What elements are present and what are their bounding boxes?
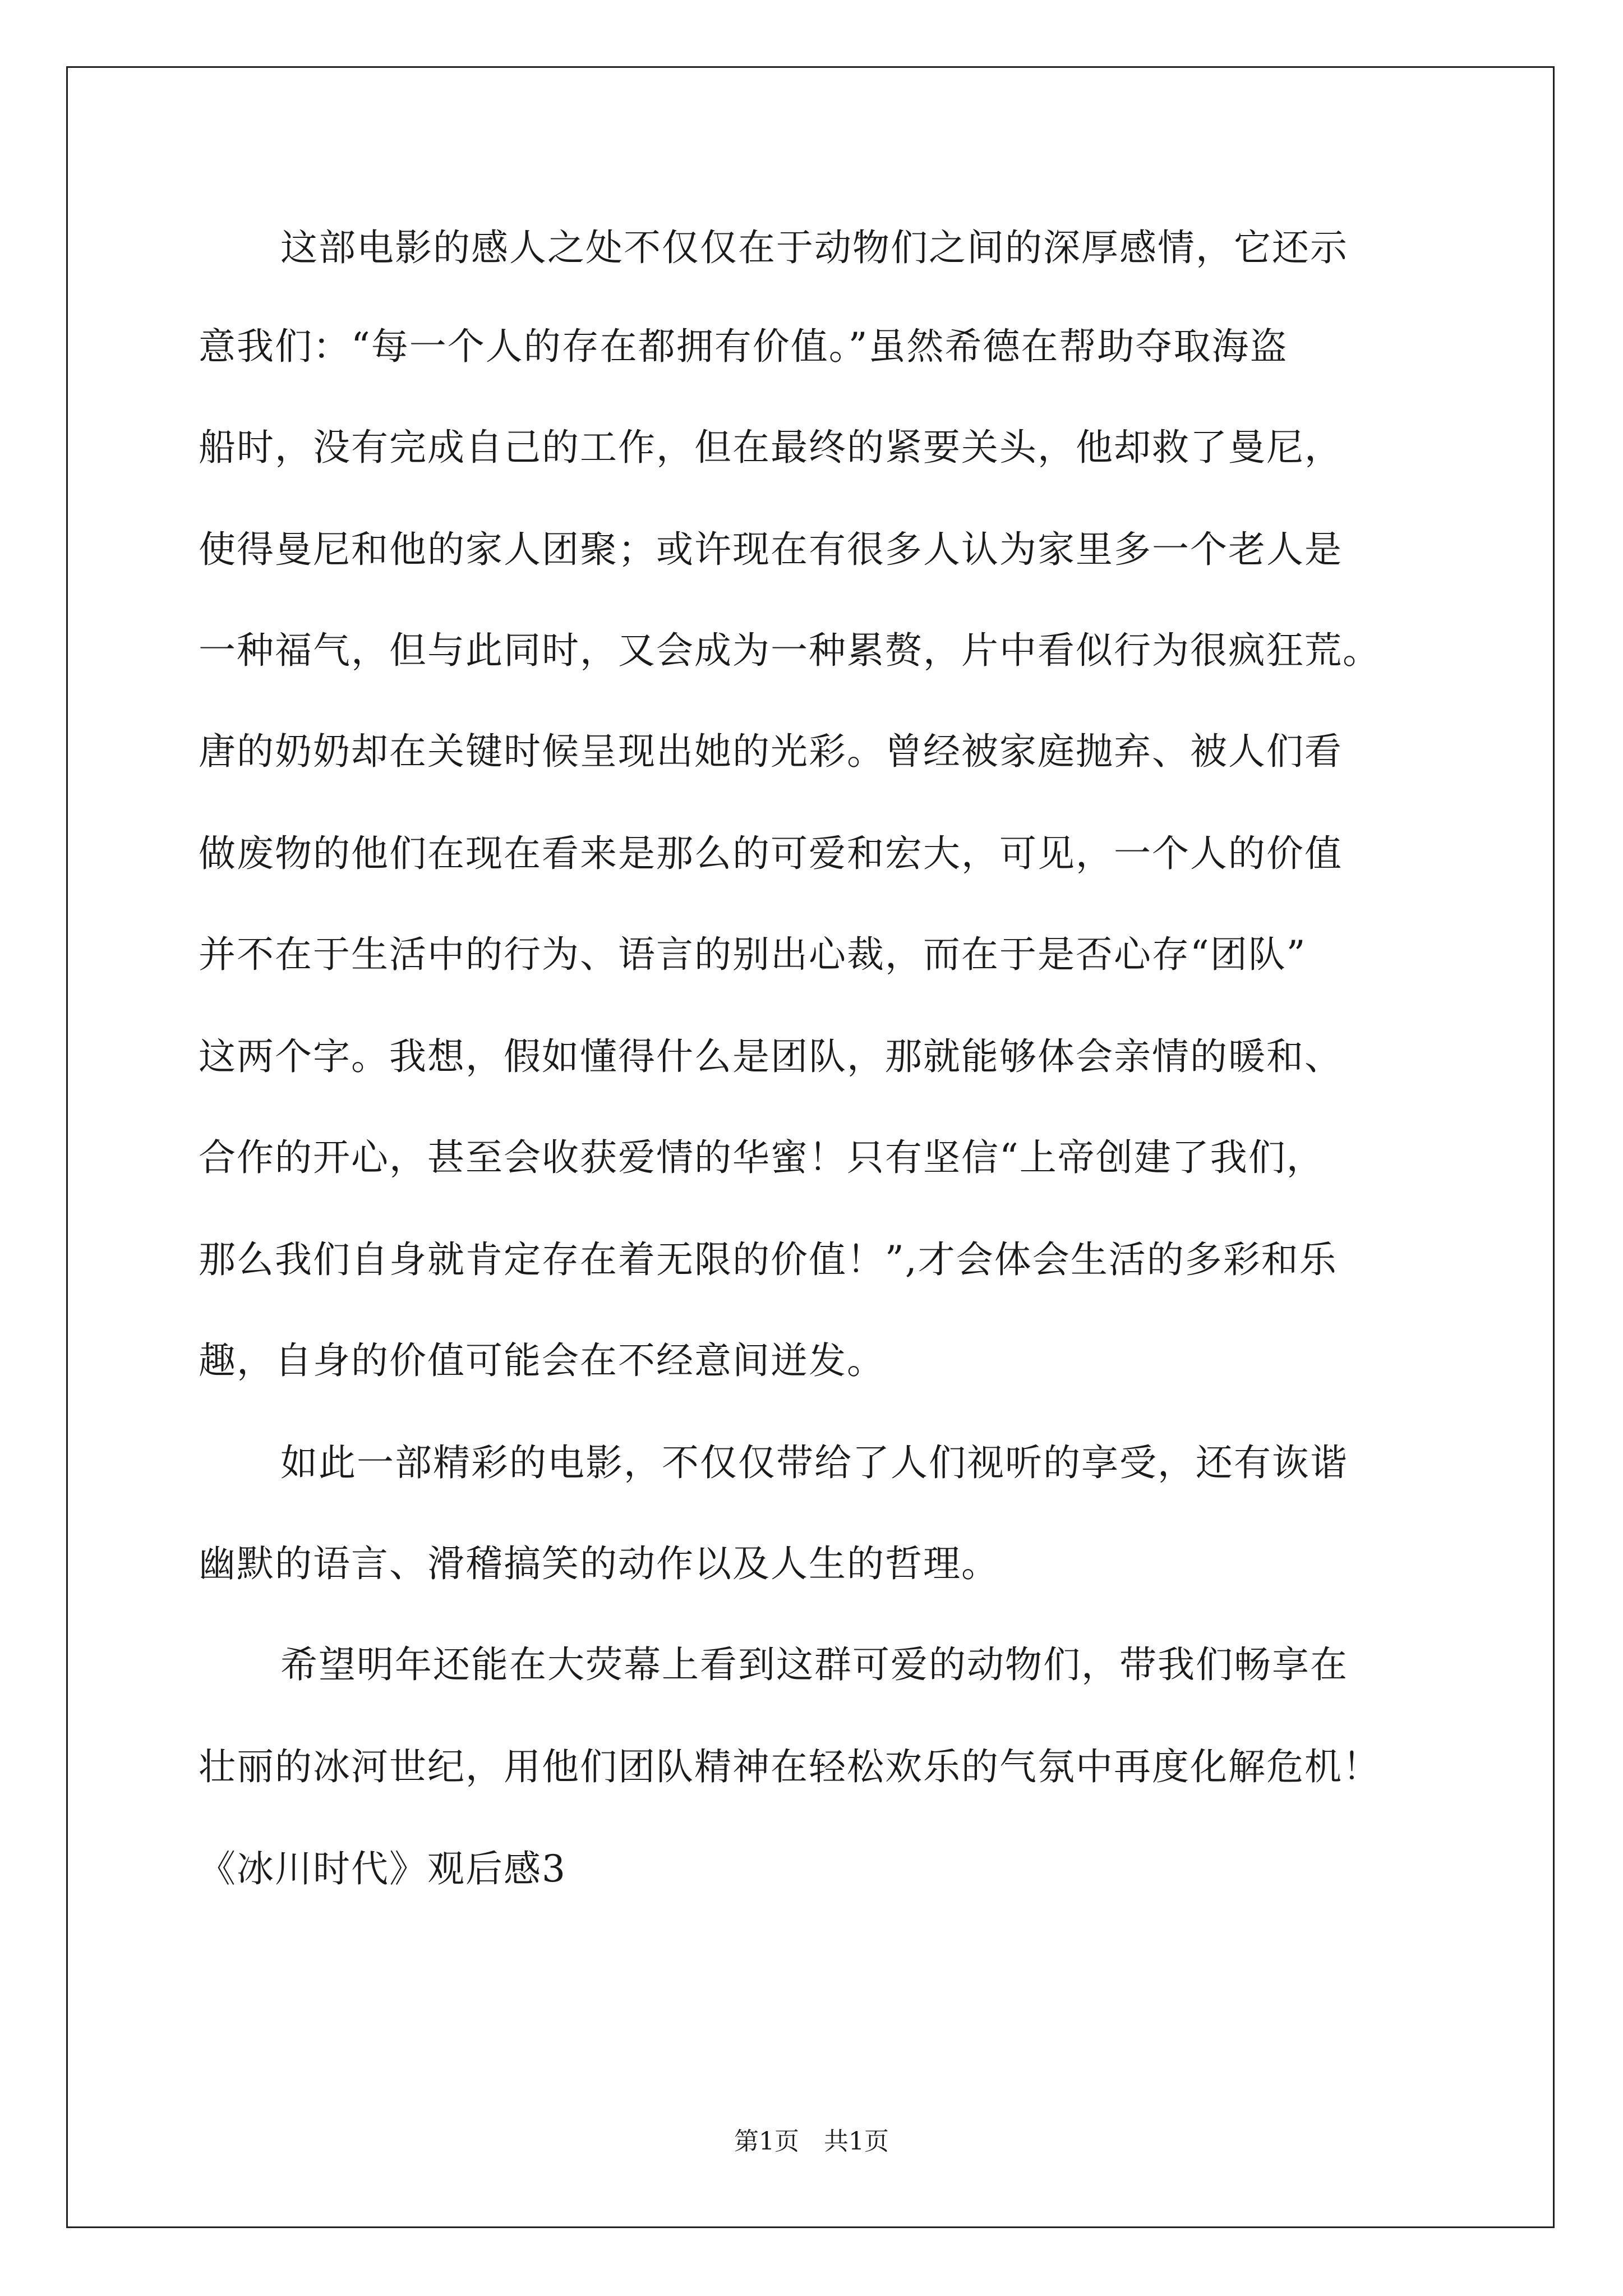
paragraph-1-line-11: 那么我们自身就肯定存在着无限的价值！”,才会体会生活的多彩和乐 xyxy=(199,1238,1338,1281)
paragraph-3-line-2: 壮丽的冰河世纪，用他们团队精神在轻松欢乐的气氛中再度化解危机！ xyxy=(199,1745,1381,1788)
paragraph-1-line-7: 做废物的他们在现在看来是那么的可爱和宏大，可见，一个人的价值 xyxy=(199,832,1343,875)
paragraph-1-line-3: 船时，没有完成自己的工作，但在最终的紧要关头，他却救了曼尼， xyxy=(199,426,1343,469)
paragraph-1-line-9: 这两个字。我想，假如懂得什么是团队，那就能够体会亲情的暖和、 xyxy=(199,1035,1343,1078)
paragraph-2-line-1: 如此一部精彩的电影，不仅仅带给了人们视听的享受，还有诙谐 xyxy=(280,1441,1348,1484)
paragraph-2-line-2: 幽默的语言、滑稽搞笑的动作以及人生的哲理。 xyxy=(199,1542,999,1585)
paragraph-1-line-10: 合作的开心，甚至会收获爱情的华蜜！只有坚信“上帝创建了我们， xyxy=(199,1136,1325,1179)
paragraph-1-line-12: 趣，自身的价值可能会在不经意间迸发。 xyxy=(199,1339,885,1382)
paragraph-1-line-2: 意我们：“每一个人的存在都拥有价值。”虽然希德在帮助夺取海盗 xyxy=(199,325,1288,368)
paragraph-1-line-8: 并不在于生活中的行为、语言的别出心裁，而在于是否心存“团队” xyxy=(199,933,1307,976)
paragraph-1-line-5: 一种福气，但与此同时，又会成为一种累赘，片中看似行为很疯狂荒。 xyxy=(199,629,1381,672)
paragraph-1-line-1: 这部电影的感人之处不仅仅在于动物们之间的深厚感情，它还示 xyxy=(280,226,1348,269)
paragraph-1-line-4: 使得曼尼和他的家人团聚；或许现在有很多人认为家里多一个老人是 xyxy=(199,528,1343,571)
page-number: 第1页 共1页 xyxy=(734,2127,889,2156)
paragraph-1-line-6: 唐的奶奶却在关键时候呈现出她的光彩。曾经被家庭抛弃、被人们看 xyxy=(199,730,1343,773)
paragraph-3-line-1: 希望明年还能在大荧幕上看到这群可爱的动物们，带我们畅享在 xyxy=(280,1643,1348,1686)
section-heading: 《冰川时代》观后感3 xyxy=(199,1847,566,1890)
